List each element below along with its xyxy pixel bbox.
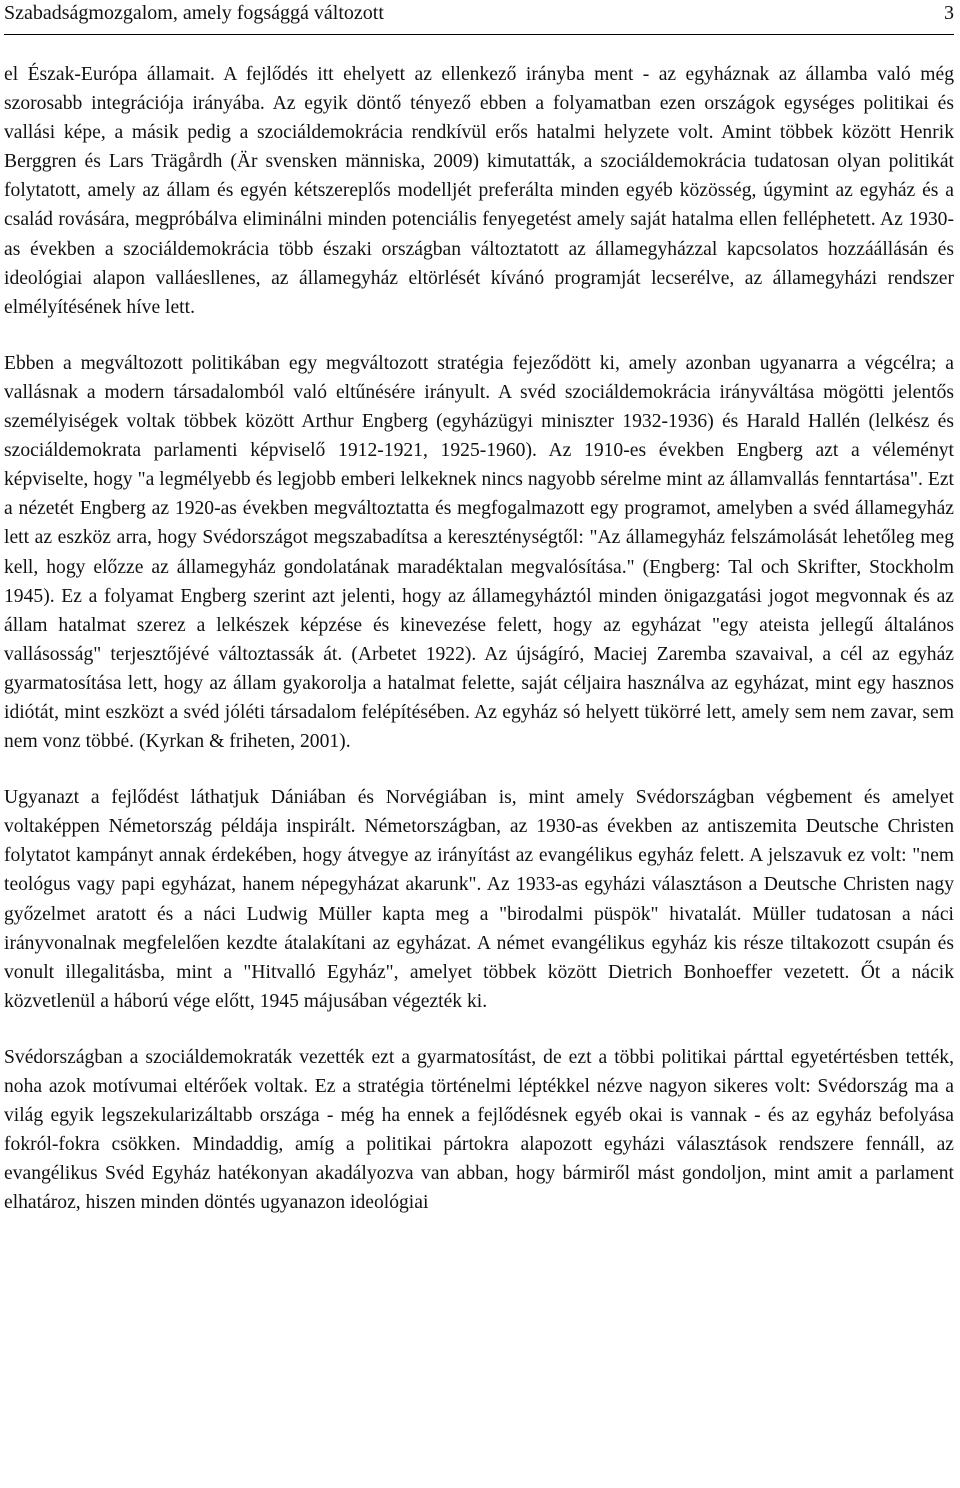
page-header <box>4 0 954 35</box>
paragraph-4: Svédországban a szociáldemokraták vezették ezt a gyarmatosítást, de ezt a többi politikai párttal egyetértésben tették, noha azok motívumai eltérőek voltak. Ez a stratégia történelmi léptékkel nézve nagyon sikeres volt: Svédország ma a világ egyik legszekularizáltabb országa - még ha ennek a fejlődésnek egyéb okai is vannak - és az egyház befolyása fokról-fokra csökken. Mindaddig, amíg a politikai pártokra alapozott egyházi választások rendszere fennáll, az evangélikus Svéd Egyház hatékonyan akadályozva van abban, hogy bármiről mást gondoljon, mint amit a parlament elhatároz, hiszen minden döntés ugyanazon ideológiai <box>4 1046 954 1214</box>
paragraph-1: el Észak-Európa államait. A fejlődés itt ehelyett az ellenkező irányba ment - az egyháznak az államba való még szorosabb integrációja irányába. Az egyik döntő tényező ebben a folyamatban ezen országok egységes politikai és vallási képe, a másik pedig a szociáldemokrácia rendkívül erős hatalmi helyzete volt. Amint többek között Henrik Berggren és Lars Trägårdh (Är svensken människa, 2009) kimutatták, a szociáldemokrácia tudatosan olyan politikát folytatott, amely az állam és egyén kétszereplős modelljét preferálta minden egyéb közösség, úgymint az egyház és a család rovására, megpróbálva eliminálni minden potenciális fenyegetést amely saját hatalma ellen felléphetett. Az 1930-as években a szociáldemokrácia több északi országban változtatott az államegyházzal kapcsolatos hozzáállásán és ideológiai alapon valláesllenes, az államegyház eltörlését kívánó programját lecserélve, az államegyházi rendszer elmélyítésének híve lett. <box>4 64 954 318</box>
paragraph-2: Ebben a megváltozott politikában egy megváltozott stratégia fejeződött ki, amely azonban ugyanarra a végcélra; a vallásnak a modern társadalomból való eltűnésére irányult. A svéd szociáldemokrácia irányváltása mögötti jelentős személyiségek voltak többek között Arthur Engberg (egyházügyi miniszter 1932-1936) és Harald Hallén (lelkész és szociáldemokrata parlamenti képviselő 1912-1921, 1925-1960). Az 1910-es években Engberg azt a véleményt képviselte, hogy "a legmélyebb és legjobb emberi lelkeknek nincs nagyobb sérelme mint az államvallás fenntartása". Ezt a nézetét Engberg az 1920-as években megváltoztatta és megfogalmazott egy programot, amelyben a svéd államegyház lett az eszköz arra, hogy Svédországot megszabadítsa a kereszténységtől: "Az államegyház felszámolását lehetőleg meg kell, hogy előzze az államegyház gondolatának maradéktalan megvalósítása." (Engberg: Tal och Skrifter, Stockholm 1945). Ez a folyamat Engberg szerint azt jelenti, hogy az államegyháztól minden önigazgatási jogot megvonnak és az állam hatalmat szerez a lelkészek képzése és kinevezése felett, hogy az egyházat "egy ateista jellegű általános vallásosság" terjesztőjévé változtassák át. (Arbetet 1922). Az újságíró, Maciej Zaremba szavaival, a cél az egyház gyarmatosítása lett, hogy az állam gyakorolja a hatalmat felette, saját céljaira használva az egyházat, mint egy hasznos idiótát, mint eszközt a svéd jóléti társadalom felépítésében. Az egyház só helyett tükörré lett, amely sem nem zavar, sem nem vonz többé. (Kyrkan & friheten, 2001). <box>4 352 954 753</box>
running-title: Szabadságmozgalom, amely fogsággá változott <box>4 2 384 24</box>
page-number: 3 <box>944 2 954 24</box>
paragraph-3: Ugyanazt a fejlődést láthatjuk Dániában és Norvégiában is, mint amely Svédországban végbement és amelyet voltaképpen Németország példája inspirált. Németországban, az 1930-as években az antiszemita Deutsche Christen folytatot kampányt annak érdekében, hogy átvegye az irányítást az evangélikus egyház felett. A jelszavuk ez volt: "nem teológus vagy papi egyházat, hanem népegyházat akarunk". Az 1933-as egyházi választáson a Deutsche Christen nagy győzelmet aratott és a náci Ludwig Müller kapta meg a "birodalmi püspök" hivatalát. Müller tudatosan a náci irányvonalnak megfelelően kezdte átalakítani az egyházat. A német evangélikus egyház kis része tiltakozott csupán és vonult illegalitásba, mint a "Hitvalló Egyház", amelyet többek között Dietrich Bonhoeffer vezetett. Őt a nácik közvetlenül a háború vége előtt, 1945 májusában végezték ki. <box>4 787 954 1012</box>
document-body <box>4 60 954 1217</box>
